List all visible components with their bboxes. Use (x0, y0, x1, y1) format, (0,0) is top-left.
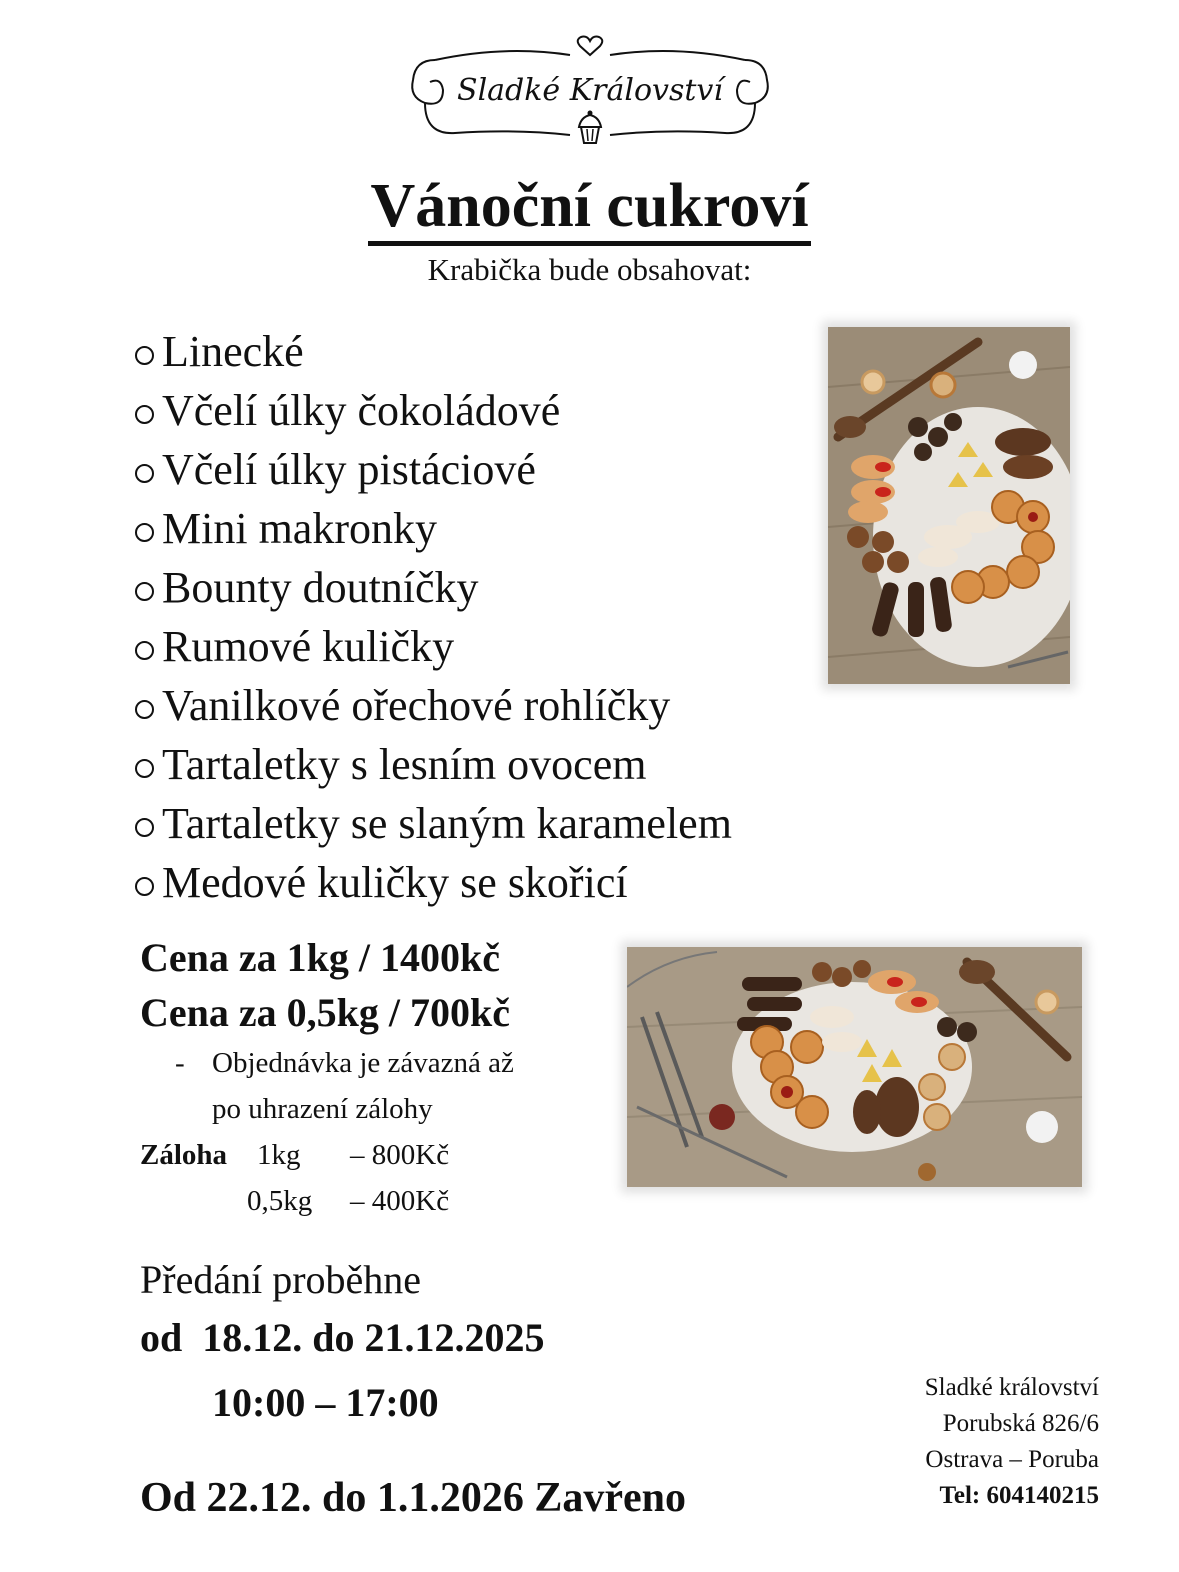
list-item (135, 794, 732, 853)
price-1kg: Cena za 1kg / 1400kč (140, 935, 500, 980)
product-name: Medové kuličky se skořicí (162, 858, 628, 907)
product-name: Bounty doutníčky (162, 563, 479, 612)
circle-bullet-icon (135, 405, 154, 424)
note-line-2: po uhrazení zálohy (212, 1093, 433, 1125)
product-name: Vanilkové ořechové rohlíčky (162, 681, 671, 730)
shop-street: Porubská 826/6 (942, 1410, 1099, 1437)
product-name: Včelí úlky pistáciové (162, 445, 536, 494)
shop-city: Ostrava – Poruba (925, 1446, 1099, 1473)
deposit-half-amount: – 400Kč (350, 1185, 450, 1217)
product-name: Včelí úlky čokoládové (162, 386, 561, 435)
list-item (135, 322, 732, 381)
product-name: Mini makronky (162, 504, 437, 553)
subtitle: Krabička bude obsahovat: (427, 252, 752, 287)
note-line-1: Objednávka je závazná až (212, 1047, 514, 1079)
circle-bullet-icon (135, 877, 154, 896)
product-name: Linecké (162, 327, 304, 376)
logo-text: Sladké Království (457, 73, 723, 108)
shop-address (925, 1370, 1099, 1514)
title-text: Vánoční cukroví (368, 171, 810, 246)
list-item (135, 440, 732, 499)
shop-name: Sladké království (924, 1374, 1099, 1401)
heart-icon (578, 37, 603, 56)
list-item (135, 499, 732, 558)
circle-bullet-icon (135, 759, 154, 778)
product-name: Tartaletky s lesním ovocem (162, 740, 647, 789)
product-list (135, 322, 732, 912)
circle-bullet-icon (135, 818, 154, 837)
product-name: Tartaletky se slaným karamelem (162, 799, 732, 848)
handover-hours: 10:00 – 17:00 (212, 1380, 439, 1425)
deposit-half-weight: 0,5kg (247, 1185, 313, 1217)
logo (395, 35, 785, 150)
list-item (135, 617, 732, 676)
cookie-plate-photo-bottom (627, 947, 1082, 1187)
page-title (0, 168, 1179, 246)
shop-phone: Tel: 604140215 (939, 1482, 1099, 1509)
list-item (135, 558, 732, 617)
circle-bullet-icon (135, 464, 154, 483)
cookie-plate-photo-top (828, 327, 1070, 684)
circle-bullet-icon (135, 523, 154, 542)
cupcake-icon (579, 111, 601, 144)
deposit-info (140, 1132, 600, 1227)
list-item (135, 676, 732, 735)
closed-notice: Od 22.12. do 1.1.2026 Zavřeno (140, 1475, 687, 1521)
list-item (135, 381, 732, 440)
handover-label: Předání proběhne (140, 1257, 422, 1302)
circle-bullet-icon (135, 582, 154, 601)
handover-dates: od 18.12. do 21.12.2025 (140, 1315, 545, 1360)
list-item (135, 735, 732, 794)
list-item (135, 853, 732, 912)
note-dash: - (175, 1047, 185, 1079)
order-note (175, 1040, 595, 1132)
deposit-1kg-weight: 1kg (257, 1139, 301, 1171)
circle-bullet-icon (135, 700, 154, 719)
deposit-label: Záloha (140, 1139, 228, 1171)
circle-bullet-icon (135, 346, 154, 365)
deposit-1kg-amount: – 800Kč (350, 1139, 450, 1171)
circle-bullet-icon (135, 641, 154, 660)
price-half-kg: Cena za 0,5kg / 700kč (140, 990, 510, 1035)
product-name: Rumové kuličky (162, 622, 455, 671)
